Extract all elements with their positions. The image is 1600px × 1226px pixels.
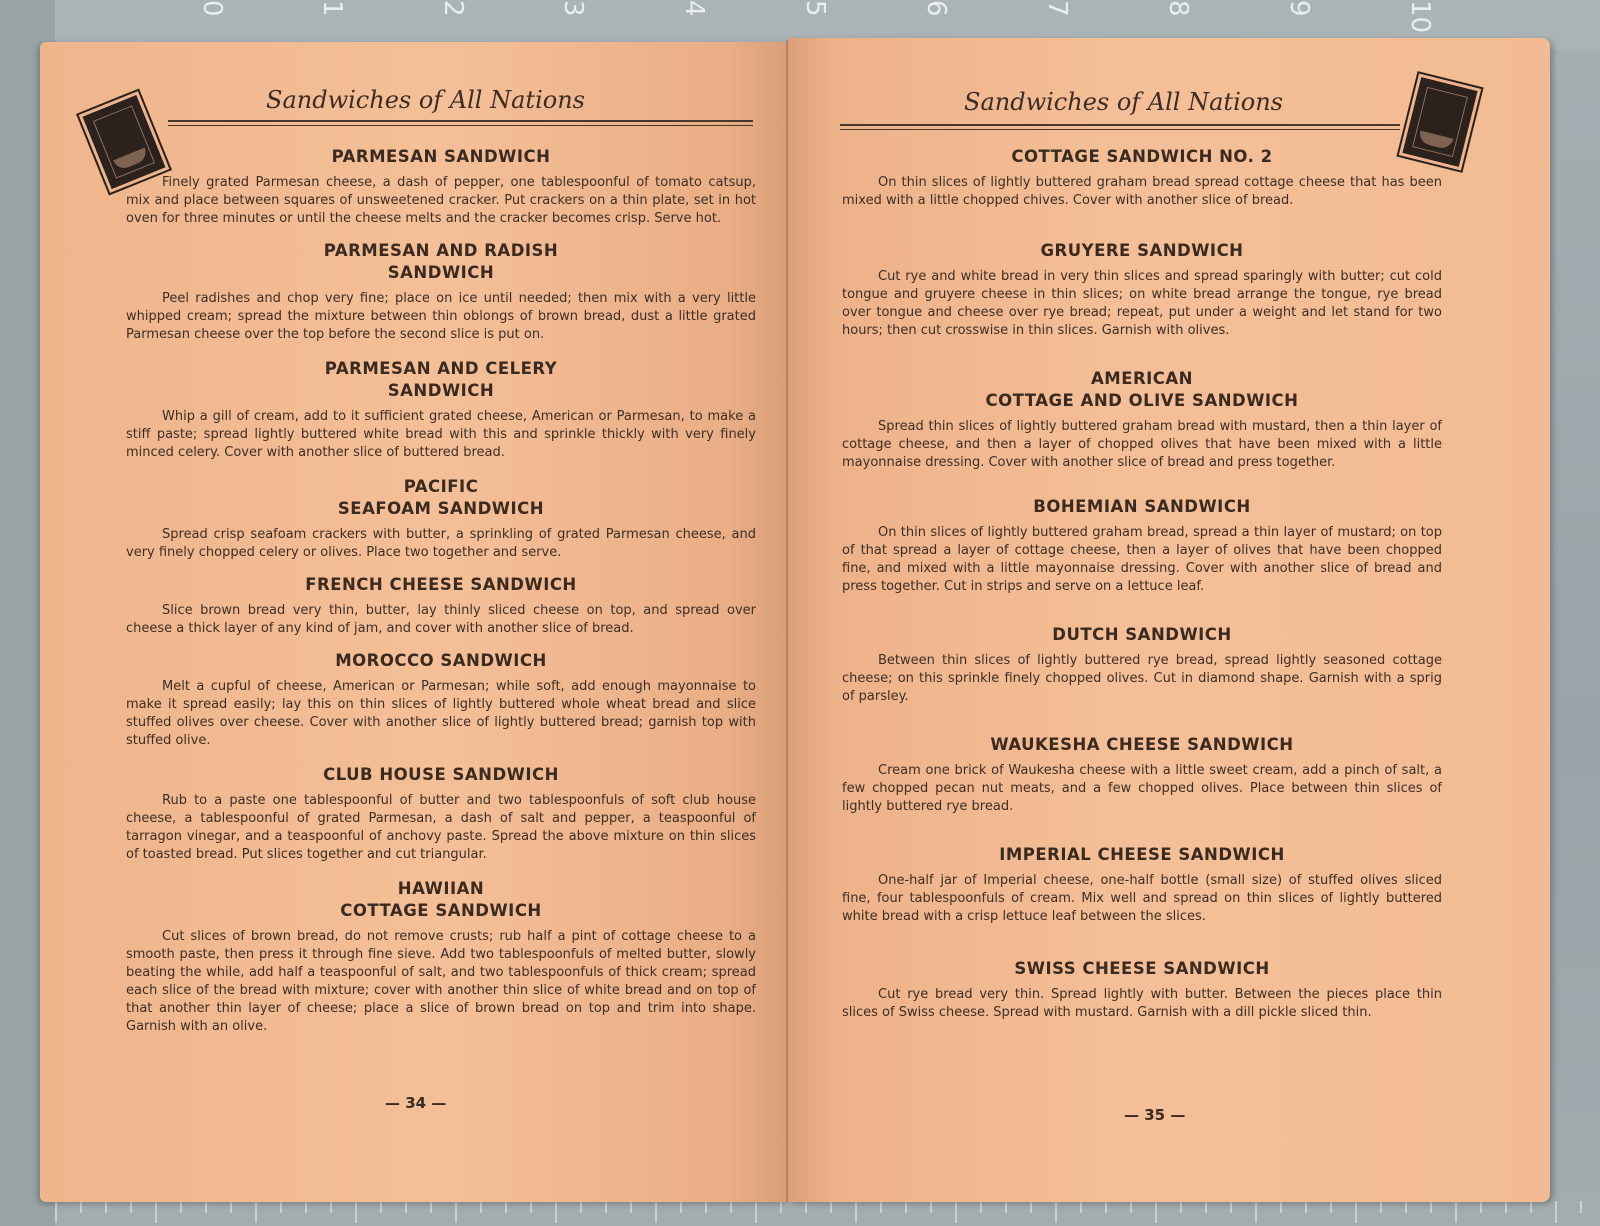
ruler-tick xyxy=(580,1201,582,1213)
recipe xyxy=(842,146,1442,210)
recipe-title: FRENCH CHEESE SANDWICH xyxy=(305,575,577,594)
recipe xyxy=(842,844,1442,926)
page-number: — 34 — xyxy=(385,1094,447,1112)
recipe-body: Spread crisp seafoam crackers with butter, a sprinkling of grated Parmesan cheese, and very finely chopped celery or olives. Place two together and serve. xyxy=(126,527,756,560)
recipe-title: HAWIIAN COTTAGE SANDWICH xyxy=(340,879,542,920)
recipe-title: IMPERIAL CHEESE SANDWICH xyxy=(999,845,1285,864)
ruler-number: 8 xyxy=(1163,0,1193,17)
ruler-tick xyxy=(1505,1201,1507,1213)
ruler-tick xyxy=(1330,1201,1332,1213)
ruler-tick xyxy=(1480,1201,1482,1213)
recipe-body: Peel radishes and chop very fine; place on ice until needed; then mix with a very little whipped cream; spread the mixture between thin oblongs of brown bread, dust a little grated Parmesan cheese over the top before the second slice is put on. xyxy=(126,291,756,342)
ruler-tick xyxy=(805,1201,807,1213)
ruler-tick xyxy=(255,1201,257,1223)
recipe-title: SWISS CHEESE SANDWICH xyxy=(1014,959,1270,978)
ruler-tick xyxy=(455,1201,457,1223)
ruler-tick xyxy=(880,1201,882,1213)
recipe-body: On thin slices of lightly buttered graham bread spread cottage cheese that has been mixed with a little chopped chives. Cover with another slice of bread. xyxy=(842,175,1442,208)
recipe xyxy=(842,624,1442,706)
ruler-tick xyxy=(705,1201,707,1213)
recipe-title: PARMESAN AND RADISH SANDWICH xyxy=(323,241,559,282)
recipe-body: Cut rye and white bread in very thin slices and spread sparingly with butter; cut cold tongue and gruyere cheese in thin slices; on white bread arrange the tongue, rye bread over tongue and cheese over rye bread; repeat, put under a weight and let stand for two hours; then cut crosswise in thin slices. Garnish with olives. xyxy=(842,269,1442,338)
recipe-title: DUTCH SANDWICH xyxy=(1052,625,1232,644)
recipe-body: Rub to a paste one tablespoonful of butter and two tablespoonfuls of soft club house cheese, a tablespoonful of grated Parmesan, a dash of salt and pepper, a teaspoonful of tarragon vinegar, and a teaspoonful of anchovy paste. Spread the above mixture on thin slices of toasted bread. Put slices together and cut triangular. xyxy=(126,793,756,862)
ruler-tick xyxy=(80,1201,82,1213)
ruler-tick xyxy=(405,1201,407,1213)
ruler-tick xyxy=(1080,1201,1082,1213)
recipe xyxy=(126,358,756,462)
recipe-title: GRUYERE SANDWICH xyxy=(1040,241,1244,260)
recipe xyxy=(842,958,1442,1022)
ruler-number: 0 xyxy=(197,0,227,17)
ruler-tick xyxy=(980,1201,982,1213)
recipe xyxy=(126,240,756,344)
ruler-tick xyxy=(780,1201,782,1213)
recipe-title: CLUB HOUSE SANDWICH xyxy=(323,765,559,784)
ruler-tick xyxy=(755,1201,757,1223)
recipe-title: AMERICAN COTTAGE AND OLIVE SANDWICH xyxy=(985,369,1299,410)
ruler-tick xyxy=(1030,1201,1032,1213)
ruler-tick xyxy=(280,1201,282,1213)
ruler-tick xyxy=(930,1201,932,1213)
header-rule xyxy=(840,124,1400,126)
ruler-tick xyxy=(1205,1201,1207,1213)
ruler-tick xyxy=(1155,1201,1157,1223)
left-recipe-column xyxy=(126,146,756,1036)
recipe-body: Spread thin slices of lightly buttered graham bread with mustard, then a thin layer of cottage cheese, and then a layer of chopped olives that have been mixed with a little mayonnaise dressing. Cover with another slice of bread and press together. xyxy=(842,419,1442,470)
ruler-tick xyxy=(1555,1201,1557,1223)
ruler-tick xyxy=(130,1201,132,1213)
ruler-tick xyxy=(105,1201,107,1213)
ruler-tick xyxy=(1405,1201,1407,1213)
ruler-tick xyxy=(180,1201,182,1213)
ruler-tick xyxy=(55,1201,57,1223)
ruler-number: 5 xyxy=(800,0,830,17)
recipe-title: COTTAGE SANDWICH NO. 2 xyxy=(1011,147,1273,166)
ruler-number: 2 xyxy=(438,0,468,17)
recipe-title: PACIFIC SEAFOAM SANDWICH xyxy=(337,477,545,518)
recipe xyxy=(126,574,756,638)
right-page xyxy=(788,38,1550,1202)
recipe-body: Cream one brick of Waukesha cheese with a little sweet cream, add a pinch of salt, a few chopped pecan nut meats, and a few chopped olives. Place between thin slices of lightly buttered rye bread. xyxy=(842,763,1442,814)
ruler-tick xyxy=(480,1201,482,1213)
ruler-tick xyxy=(380,1201,382,1213)
ruler-tick xyxy=(305,1201,307,1213)
ruler-number: 1 xyxy=(317,0,347,17)
recipe xyxy=(126,764,756,864)
ruler-tick xyxy=(1055,1201,1057,1223)
ruler-tick xyxy=(205,1201,207,1213)
ruler-tick xyxy=(355,1201,357,1223)
header-rule xyxy=(168,125,753,126)
ruler-tick xyxy=(655,1201,657,1223)
ruler-tick xyxy=(1380,1201,1382,1213)
recipe xyxy=(842,734,1442,816)
recipe-body: Cut rye bread very thin. Spread lightly with butter. Between the pieces place thin slices of Swiss cheese. Spread with mustard. Garnish with a dill pickle sliced thin. xyxy=(842,987,1442,1020)
ruler-tick xyxy=(430,1201,432,1213)
ruler-number: 3 xyxy=(558,0,588,17)
ruler-tick xyxy=(630,1201,632,1213)
recipe-title: BOHEMIAN SANDWICH xyxy=(1033,497,1251,516)
ruler-tick xyxy=(830,1201,832,1213)
recipe-body: Slice brown bread very thin, butter, lay thinly sliced cheese on top, and spread over cheese a thick layer of any kind of jam, and cover with another slice of bread. xyxy=(126,603,756,636)
header-rule xyxy=(168,120,753,122)
page-number: — 35 — xyxy=(1124,1106,1186,1124)
ruler-tick xyxy=(1230,1201,1232,1213)
recipe xyxy=(126,146,756,228)
recipe-body: On thin slices of lightly buttered graham bread, spread a thin layer of mustard; on top of that spread a layer of cottage cheese, then a layer of olives that have been chopped fine, and mixed with a little mayonnaise dressing. Cover with another slice of bread and press together. Cut in strips and serve on a lettuce leaf. xyxy=(842,525,1442,594)
ruler-tick xyxy=(1430,1201,1432,1213)
recipe xyxy=(842,496,1442,596)
header-rule xyxy=(840,129,1400,130)
recipe xyxy=(126,476,756,562)
ruler-tick xyxy=(1105,1201,1107,1213)
ruler-tick xyxy=(1530,1201,1532,1213)
ruler-tick xyxy=(1180,1201,1182,1213)
recipe-title: PARMESAN AND CELERY SANDWICH xyxy=(324,359,558,400)
ruler-tick xyxy=(905,1201,907,1213)
recipe-body: Finely grated Parmesan cheese, a dash of pepper, one tablespoonful of tomato catsup, mix and place between squares of unsweetened cracker. Put crackers on a thin plate, set in hot oven for three minutes or until the cheese melts and the cracker becomes crisp. Serve hot. xyxy=(126,175,756,226)
ruler-tick xyxy=(1130,1201,1132,1213)
ruler-tick xyxy=(1355,1201,1357,1223)
ruler-tick xyxy=(530,1201,532,1213)
ruler-tick xyxy=(1005,1201,1007,1213)
recipe-title: PARMESAN SANDWICH xyxy=(331,147,551,166)
ruler-tick xyxy=(230,1201,232,1213)
recipe-body: Whip a gill of cream, add to it sufficient grated cheese, American or Parmesan, to make a stiff paste; spread lightly buttered white bread with this and sprinkle thickly with very finely minced celery. Cover with another slice of buttered bread. xyxy=(126,409,756,460)
recipe-title: MOROCCO SANDWICH xyxy=(335,651,547,670)
recipe-body: Cut slices of brown bread, do not remove crusts; rub half a pint of cottage cheese to a smooth paste, then press it through fine sieve. Add two tablespoonfuls of melted butter, slowly beating the while, add half a teaspoonful of salt, and two tablespoonfuls of thick cream; spread each slice of the bread with mixture; cover with another thin slice of white bread and on top of that another thin layer of cheese; place a slice of brown bread on top and trim into shape. Garnish with an olive. xyxy=(126,929,756,1034)
recipe xyxy=(126,878,756,1036)
ruler-tick xyxy=(505,1201,507,1213)
ruler-tick xyxy=(605,1201,607,1213)
ruler-tick xyxy=(155,1201,157,1223)
right-recipe-column xyxy=(842,146,1442,1022)
ruler-number: 10 xyxy=(1405,0,1435,34)
ruler-tick xyxy=(1580,1201,1582,1213)
page-header-title: Sandwiches of All Nations xyxy=(266,86,585,114)
ruler-tick xyxy=(680,1201,682,1213)
ruler-tick xyxy=(955,1201,957,1223)
ruler-tick xyxy=(1280,1201,1282,1213)
recipe-body: Between thin slices of lightly buttered rye bread, spread lightly seasoned cottage cheese; on this sprinkle finely chopped olives. Cut in diamond shape. Garnish with a sprig of parsley. xyxy=(842,653,1442,704)
recipe xyxy=(126,650,756,750)
ruler-tick xyxy=(855,1201,857,1223)
recipe-body: One-half jar of Imperial cheese, one-half bottle (small size) of stuffed olives sliced fine, four tablespoonfuls of cream. Mix well and spread on thin slices of lightly buttered white bread with a crisp lettuce leaf between the slices. xyxy=(842,873,1442,924)
ruler-tick xyxy=(1305,1201,1307,1213)
recipe-body: Melt a cupful of cheese, American or Parmesan; while soft, add enough mayonnaise to make it spread easily; lay this on thin slices of lightly buttered whole wheat bread and slice stuffed olives over cheese. Cover with another slice of lightly buttered bread; garnish top with stuffed olive. xyxy=(126,679,756,748)
ruler-number: 6 xyxy=(921,0,951,17)
ruler-tick xyxy=(1455,1201,1457,1223)
left-page xyxy=(40,42,788,1202)
ruler-number: 4 xyxy=(679,0,709,17)
ruler-tick xyxy=(730,1201,732,1213)
ruler-tick xyxy=(1255,1201,1257,1223)
ruler-number: 7 xyxy=(1042,0,1072,17)
ruler-number: 9 xyxy=(1284,0,1314,17)
ruler-tick xyxy=(330,1201,332,1213)
recipe-title: WAUKESHA CHEESE SANDWICH xyxy=(990,735,1294,754)
recipe xyxy=(842,368,1442,472)
recipe xyxy=(842,240,1442,340)
ruler-tick xyxy=(555,1201,557,1223)
page-header-title: Sandwiches of All Nations xyxy=(964,88,1283,116)
